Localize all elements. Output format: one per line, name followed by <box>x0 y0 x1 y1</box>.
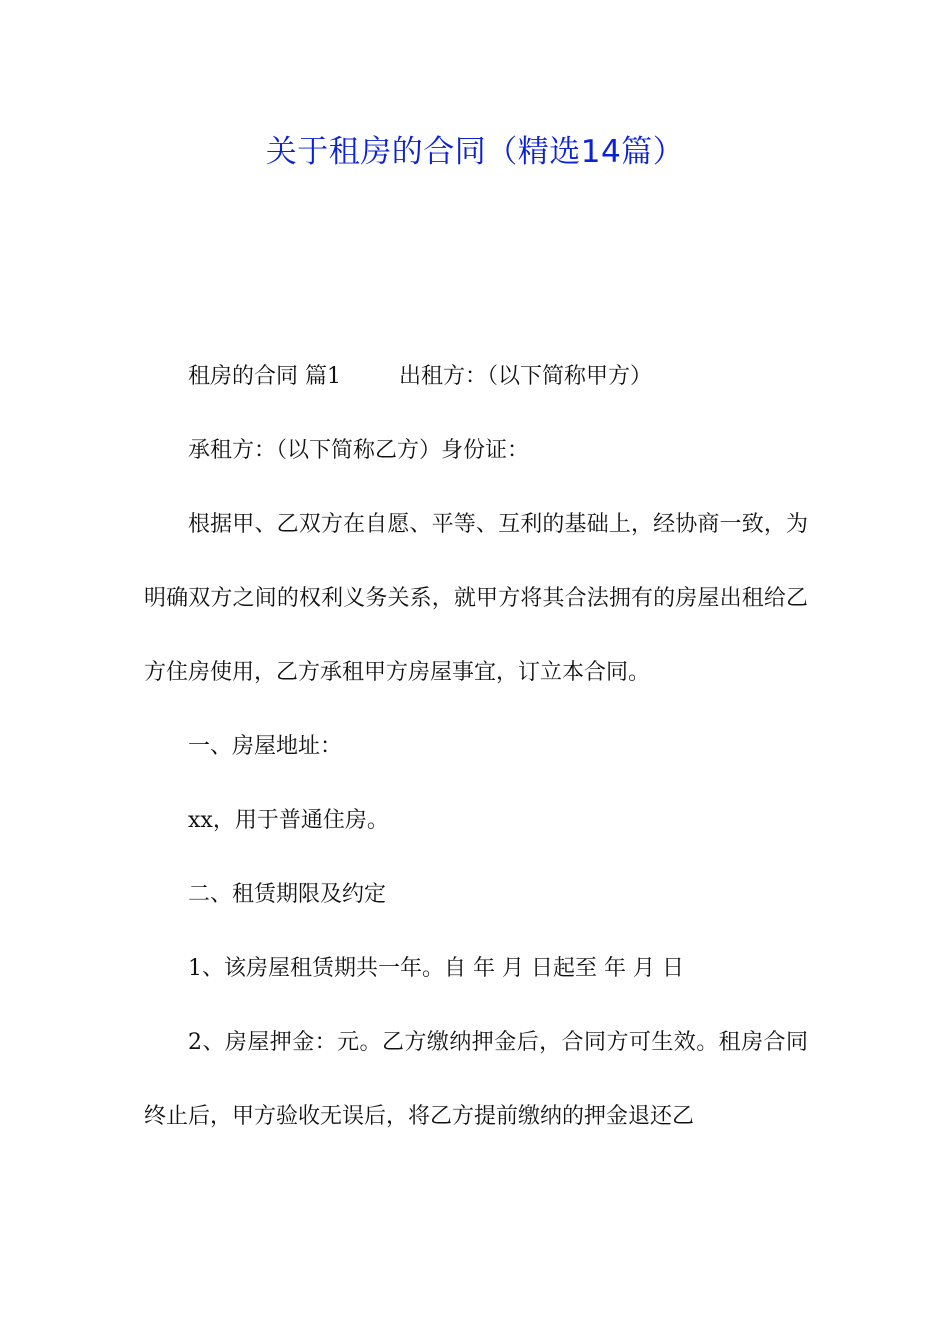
paragraph-header-line <box>144 340 808 414</box>
paragraph-deposit: 2、房屋押金：元。乙方缴纳押金后，合同方可生效。租房合同终止后，甲方验收无误后，将乙方提前缴纳的押金退还乙 <box>144 1030 808 1129</box>
lessor-label: 出租方：（以下简称甲方） <box>399 364 653 389</box>
paragraph-term-heading: 二、租赁期限及约定 <box>188 882 387 907</box>
paragraph-preamble: 根据甲、乙双方在自愿、平等、互利的基础上，经协商一致，为明确双方之间的权利义务关系，就甲方将其合法拥有的房屋出租给乙方住房使用，乙方承租甲方房屋事宜，订立本合同。 <box>144 512 808 685</box>
document-title: 关于租房的合同（精选14篇） <box>265 134 685 170</box>
paragraph-lessee: 承租方：（以下简称乙方）身份证： <box>188 438 530 463</box>
paragraph-term: 1、该房屋租赁期共一年。自 年 月 日起至 年 月 日 <box>188 956 684 981</box>
document-body <box>144 340 808 1154</box>
paragraph-address-value: xx，用于普通住房。 <box>188 808 389 833</box>
paragraph-address-heading: 一、房屋地址： <box>188 734 343 759</box>
section-heading: 租房的合同 篇1 <box>188 364 341 389</box>
